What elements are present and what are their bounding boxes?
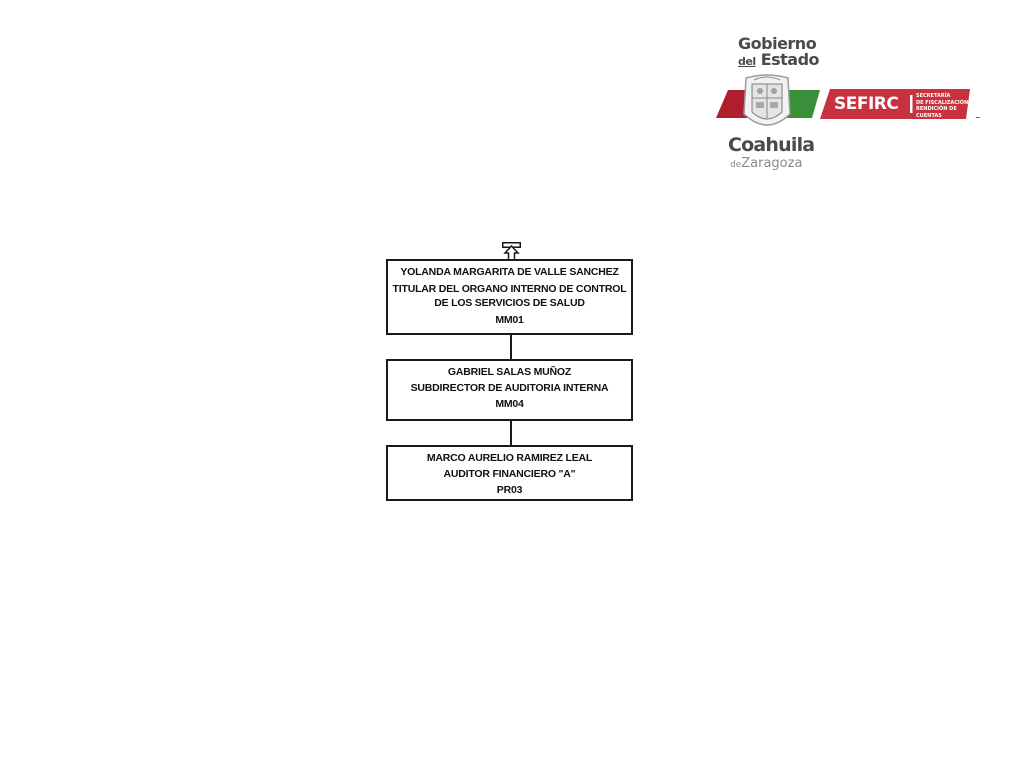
connector-line [510, 421, 512, 445]
logo-del-text: del [738, 55, 756, 68]
sefirc-desc-line-3: RENDICIÓN DE CUENTAS [916, 106, 957, 119]
node-position-title: AUDITOR FINANCIERO "A" [443, 468, 576, 480]
sefirc-desc-line-2: DE FISCALIZACIÓN Y [916, 99, 974, 106]
logo-coahuila-text: Coahuila [728, 134, 815, 156]
logo-estado-text: Estado [760, 50, 820, 69]
node-person-name: GABRIEL SALAS MUÑOZ [447, 366, 572, 378]
logo-gobierno-text: Gobierno [738, 34, 817, 53]
connector-line [510, 335, 512, 359]
logo-de-text: de [730, 160, 742, 170]
sefirc-desc-line-1: SECRETARÍA [916, 93, 951, 99]
org-node-auditor [386, 445, 633, 501]
node-position-title: TITULAR DEL ORGANO INTERNO DE CONTROL DE LOS SERVICIOS DE SALUD [392, 283, 627, 309]
node-position-code: PR03 [496, 484, 523, 496]
logo-zaragoza-text: Zaragoza [741, 156, 803, 171]
org-node-subdirector [386, 359, 633, 421]
node-position-title: SUBDIRECTOR DE AUDITORIA INTERNA [410, 382, 609, 394]
node-position-code: MM01 [495, 314, 524, 326]
logo-sefirc-text: SEFIRC [834, 94, 899, 114]
org-node-titular [386, 259, 633, 335]
node-person-name: MARCO AURELIO RAMIREZ LEAL [426, 452, 593, 464]
node-position-code: MM04 [495, 398, 524, 410]
node-person-name: YOLANDA MARGARITA DE VALLE SANCHEZ [400, 266, 619, 278]
